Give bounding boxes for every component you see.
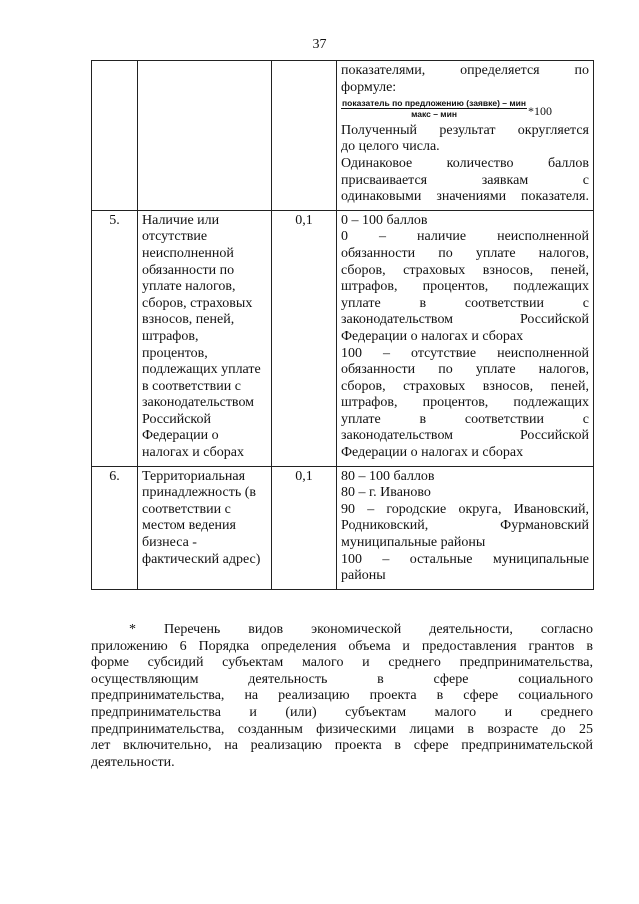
text-line: Территориальная: [142, 468, 246, 484]
text-line: законодательством: [142, 395, 255, 411]
text-line: обязанности по уплате налогов,: [341, 245, 589, 261]
footnote-line: предпринимательства, созданным физическими лицами в возрасте до 25: [91, 721, 593, 737]
text-line: сборов, страховых взносов, пеней,: [341, 378, 589, 394]
criterion-scoring: [337, 210, 594, 466]
text-line: принадлежность (в: [142, 485, 257, 501]
criteria-table: [91, 60, 594, 590]
text-line: налогах и сборах: [142, 445, 244, 461]
cell-continuation-text: [337, 61, 594, 211]
criterion-name: [138, 466, 272, 589]
text-line: Родниковский, Фурмановский: [341, 518, 589, 534]
text-line: отсутствие: [142, 229, 208, 245]
criterion-scoring: [337, 466, 594, 589]
footnote-line: деятельности.: [91, 754, 175, 770]
text-line: одинаковыми значениями показателя.: [341, 189, 589, 205]
row-number: 5.: [92, 210, 138, 466]
criterion-name: [138, 210, 272, 466]
table-row-continuation: [92, 61, 594, 211]
text-line: 100 – отсутствие неисполненной: [341, 345, 589, 361]
text-line: уплате в соответствии с: [341, 411, 589, 427]
cell-name-empty: [138, 61, 272, 211]
table-row-6: [92, 466, 594, 589]
text-line: подлежащих уплате: [142, 362, 261, 378]
formula-numerator: показатель по предложению (заявке) – мин: [342, 97, 527, 108]
text-line: бизнеса -: [142, 535, 197, 551]
text-line: процентов,: [142, 345, 208, 361]
footnote-line: предпринимательства, на реализацию проекта в сфере социального: [91, 688, 593, 704]
formula-multiplier: *100: [528, 104, 553, 119]
text-line: сборов, страховых: [142, 295, 253, 311]
text-line: формуле:: [341, 79, 397, 95]
text-line: сборов, страховых взносов, пеней,: [341, 262, 589, 278]
formula-fraction: [341, 98, 527, 119]
text-line: фактический адрес): [142, 551, 261, 567]
text-line: районы: [341, 568, 386, 584]
text-line: 80 – 100 баллов: [341, 468, 435, 484]
criterion-weight: 0,1: [272, 210, 337, 466]
score-formula: [341, 97, 589, 120]
text-line: обязанности по: [142, 262, 235, 278]
row-number: 6.: [92, 466, 138, 589]
text-line: Российской: [142, 411, 211, 427]
text-line: соответствии с: [142, 501, 231, 517]
cell-weight-empty: [272, 61, 337, 211]
text-line: 100 – остальные муниципальные: [341, 551, 589, 567]
table-row-5: [92, 210, 594, 466]
text-line: штрафов, процентов, подлежащих: [341, 279, 589, 295]
text-line: муниципальные районы: [341, 535, 486, 551]
text-line: законодательством Российской: [341, 312, 589, 328]
cell-number-empty: [92, 61, 138, 211]
page-number: 37: [312, 37, 327, 52]
text-line: неисполненной: [142, 245, 234, 261]
text-line: в соответствии с: [142, 378, 241, 394]
text-line: Федерации о налогах и сборах: [341, 445, 524, 461]
text-line: местом ведения: [142, 518, 236, 534]
text-line: законодательством Российской: [341, 428, 589, 444]
footnote-line: * Перечень видов экономической деятельности, согласно: [129, 622, 593, 637]
footnote-line: приложению 6 Порядка определения объема и предоставления грантов в: [91, 638, 593, 654]
text-line: Наличие или: [142, 212, 220, 228]
text-line: показателями, определяется по: [341, 63, 589, 78]
text-line: обязанности по уплате налогов,: [341, 362, 589, 378]
text-line: Одинаковое количество баллов: [341, 155, 589, 171]
footnote: [91, 622, 593, 771]
footnote-line: осуществляющим деятельность в сфере социального: [91, 671, 593, 687]
text-line: Федерации о: [142, 428, 219, 444]
text-line: 90 – городские округа, Ивановский,: [341, 501, 589, 517]
text-line: Федерации о налогах и сборах: [341, 328, 524, 344]
text-line: 0 – 100 баллов: [341, 212, 428, 228]
text-line: штрафов,: [142, 328, 199, 344]
criterion-weight: 0,1: [272, 466, 337, 589]
text-line: 80 – г. Иваново: [341, 485, 431, 501]
text-line: взносов, пеней,: [142, 312, 235, 328]
text-line: уплате налогов,: [142, 279, 236, 295]
formula-denominator: макс – мин: [411, 108, 457, 119]
text-line: Полученный результат округляется: [341, 122, 589, 138]
text-line: штрафов, процентов, подлежащих: [341, 395, 589, 411]
footnote-line: предпринимательства и (или) субъектам малого и среднего: [91, 704, 593, 720]
footnote-line: форме субсидий субъектам малого и среднего предпринимательства,: [91, 655, 593, 671]
footnote-line: лет включительно, на реализацию проекта в сфере предпринимательской: [91, 738, 593, 754]
text-line: до целого числа.: [341, 139, 440, 155]
text-line: присваивается заявкам с: [341, 172, 589, 188]
text-line: 0 – наличие неисполненной: [341, 229, 589, 245]
text-line: уплате в соответствии с: [341, 295, 589, 311]
